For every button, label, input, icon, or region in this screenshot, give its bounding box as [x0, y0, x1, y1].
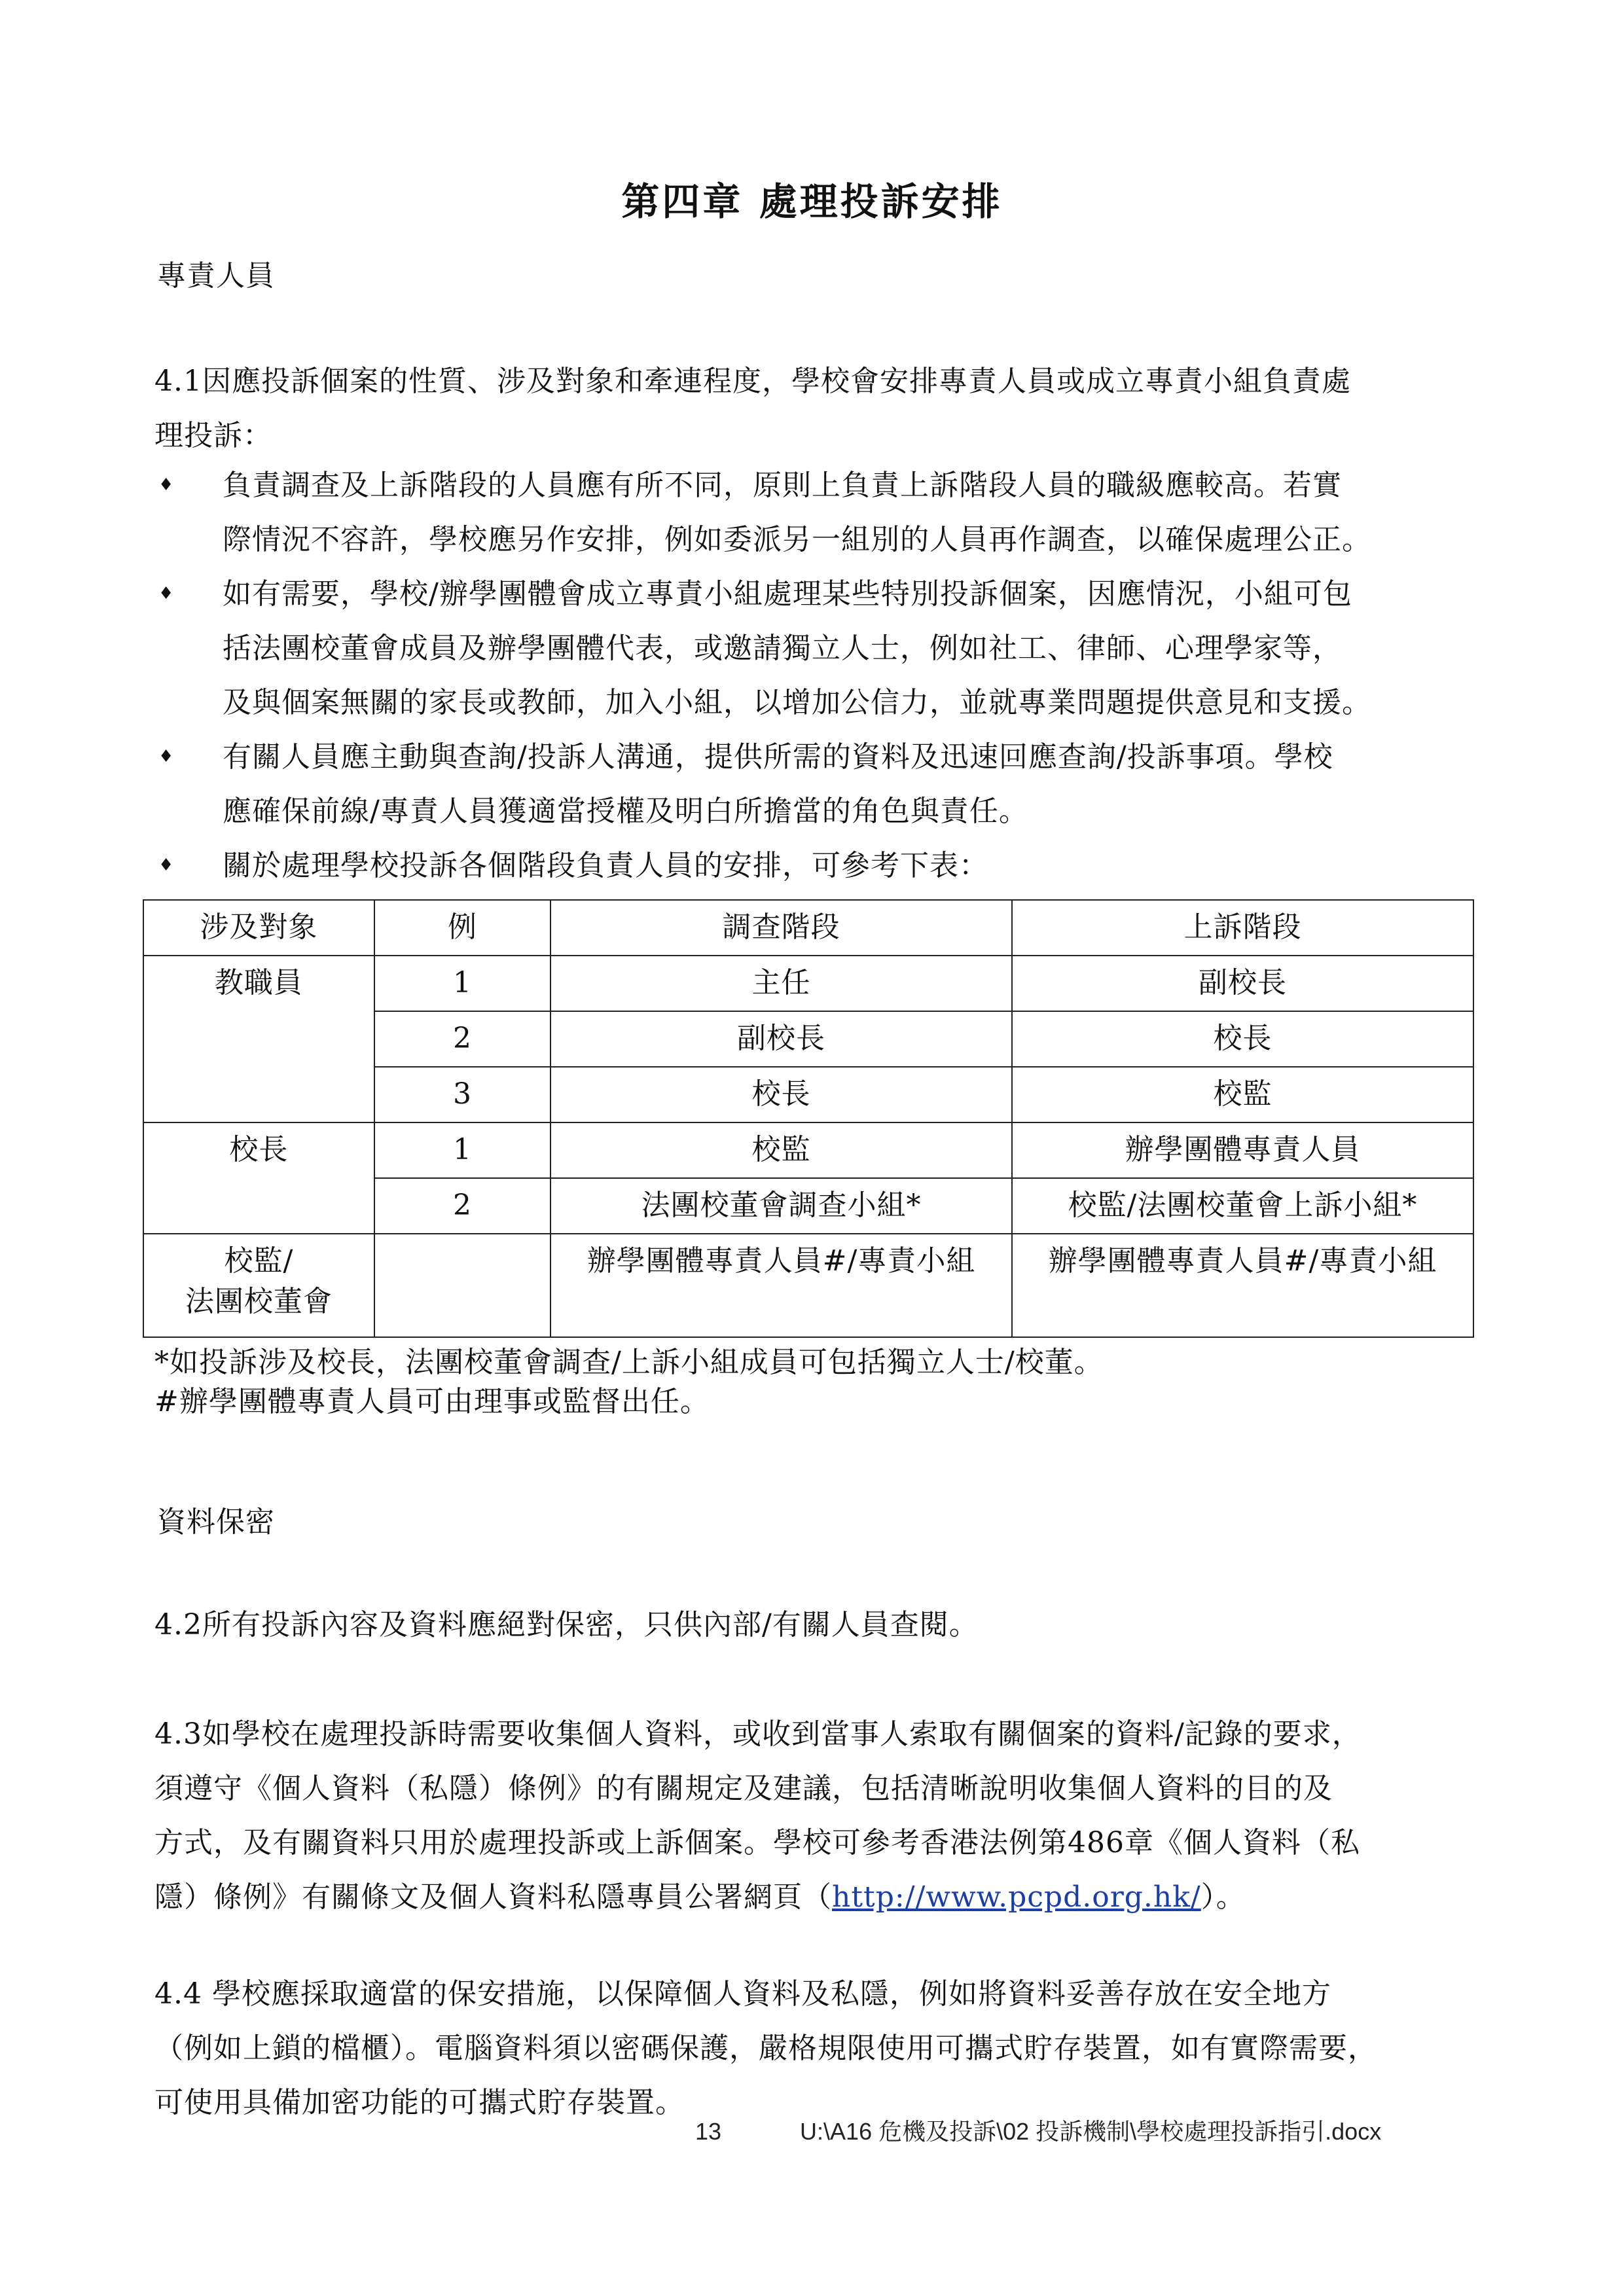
paragraph-line: 可使用具備加密功能的可攜式貯存裝置。 — [154, 2086, 685, 2119]
note-line: #辦學團體專責人員可由理事或監督出任。 — [154, 1385, 710, 1418]
table-cell-appeal: 校長 — [1012, 1011, 1473, 1067]
bullet-item — [151, 567, 1486, 730]
bullet-line: 負責調查及上訴階段的人員應有所不同，原則上負責上訴階段人員的職級應較高。若實 — [223, 469, 1342, 502]
bullet-item — [151, 838, 1486, 893]
paragraph-4-3 — [154, 1707, 1362, 1924]
paragraph-4-4 — [154, 1967, 1377, 2130]
target-line: 校監/ — [224, 1244, 294, 1278]
target-line: 法團校董會 — [185, 1285, 333, 1318]
paragraph-line: 須遵守《個人資料（私隱）條例》的有關規定及建議，包括清晰說明收集個人資料的目的及 — [154, 1772, 1333, 1805]
paragraph-line: 4.1因應投訴個案的性質、涉及對象和牽連程度，學校會安排專責人員或成立專責小組負責處 — [154, 365, 1351, 398]
file-path: U:\A16 危機及投訴\02 投訴機制\學校處理投訴指引.docx — [800, 2118, 1382, 2145]
table-cell-number: 2 — [374, 1011, 550, 1067]
table-header-row — [143, 900, 1473, 956]
table-header-cell: 上訴階段 — [1012, 900, 1473, 956]
responsibility-table — [143, 899, 1474, 1338]
paragraph-4-1 — [154, 354, 1351, 463]
bullet-line: 及與個案無關的家長或教師，加入小組，以增加公信力，並就專業問題提供意見和支援。 — [223, 686, 1371, 719]
table-cell-number: 2 — [374, 1178, 550, 1234]
table-cell-investigation: 法團校董會調查小組* — [550, 1178, 1012, 1234]
table-cell-number: 1 — [374, 1122, 550, 1178]
diamond-bullet-icon: ♦ — [158, 855, 175, 875]
table-notes — [154, 1343, 1104, 1422]
paragraph-line: 4.4 學校應採取適當的保安措施，以保障個人資料及私隱，例如將資料妥善存放在安全地方 — [154, 1977, 1331, 2011]
page-number: 13 — [695, 2118, 722, 2145]
pcpd-website-link[interactable]: http://www.pcpd.org.hk/ — [832, 1880, 1201, 1914]
table-cell-number: 1 — [374, 956, 550, 1011]
table-row — [143, 1122, 1473, 1178]
bullet-list — [151, 458, 1486, 893]
bullet-line: 括法團校董會成員及辦學團體代表，或邀請獨立人士，例如社工、律師、心理學家等， — [223, 632, 1342, 665]
bullet-line: 際情況不容許，學校應另作安排，例如委派另一組別的人員再作調查，以確保處理公正。 — [223, 523, 1371, 556]
section-heading-confidentiality: 資料保密 — [157, 1505, 275, 1539]
bullet-item — [151, 458, 1486, 567]
bullet-item — [151, 730, 1486, 838]
paragraph-line — [154, 1870, 1362, 1924]
table-header-cell: 涉及對象 — [143, 900, 374, 956]
table-cell-appeal: 辦學團體專責人員 — [1012, 1122, 1473, 1178]
table-cell-target: 教職員 — [143, 956, 374, 1122]
paragraph-text: 隱）條例》有關條文及個人資料私隱專員公署網頁（ — [154, 1880, 832, 1914]
section-heading-staff: 專責人員 — [157, 259, 275, 293]
page-footer — [695, 2115, 1381, 2148]
paragraph-line: 方式，及有關資料只用於處理投訴或上訴個案。學校可參考香港法例第486章《個人資料（私 — [154, 1826, 1360, 1859]
table-header-cell: 例 — [374, 900, 550, 956]
table-cell-investigation: 副校長 — [550, 1011, 1012, 1067]
table-cell-number — [374, 1234, 550, 1337]
diamond-bullet-icon: ♦ — [158, 584, 175, 603]
table-cell-appeal: 辦學團體專責人員#/專責小組 — [1012, 1234, 1473, 1337]
paragraph-line: 理投訴： — [154, 419, 272, 452]
note-line: *如投訴涉及校長，法團校董會調查/上訴小組成員可包括獨立人士/校董。 — [154, 1346, 1104, 1379]
bullet-line: 如有需要，學校/辦學團體會成立專責小組處理某些特別投訴個案，因應情況，小組可包 — [223, 577, 1352, 611]
chapter-title: 第四章 處理投訴安排 — [621, 179, 1003, 224]
diamond-bullet-icon: ♦ — [158, 475, 175, 495]
table-cell-investigation: 辦學團體專責人員#/專責小組 — [550, 1234, 1012, 1337]
table-row — [143, 956, 1473, 1011]
bullet-line: 有關人員應主動與查詢/投訴人溝通，提供所需的資料及迅速回應查詢/投訴事項。學校 — [223, 740, 1333, 774]
table-header-cell: 調查階段 — [550, 900, 1012, 956]
table-cell-investigation: 校監 — [550, 1122, 1012, 1178]
table-cell-target — [143, 1234, 374, 1337]
table-cell-appeal: 校監 — [1012, 1067, 1473, 1122]
table-row — [143, 1234, 1473, 1337]
bullet-line: 應確保前線/專責人員獲適當授權及明白所擔當的角色與責任。 — [223, 795, 1028, 828]
table-cell-investigation: 校長 — [550, 1067, 1012, 1122]
table-cell-appeal: 副校長 — [1012, 956, 1473, 1011]
paragraph-line: 4.3如學校在處理投訴時需要收集個人資料，或收到當事人索取有關個案的資料/記錄的要求， — [154, 1717, 1362, 1751]
paragraph-text: ）。 — [1200, 1880, 1246, 1914]
table-cell-target: 校長 — [143, 1122, 374, 1234]
bullet-line: 關於處理學校投訴各個階段負責人員的安排，可參考下表： — [223, 849, 988, 882]
paragraph-line: （例如上鎖的檔櫃）。電腦資料須以密碼保護，嚴格規限使用可攜式貯存裝置，如有實際需要， — [154, 2032, 1377, 2065]
table-cell-number: 3 — [374, 1067, 550, 1122]
paragraph-4-2: 4.2所有投訴內容及資料應絕對保密，只供內部/有關人員查閱。 — [154, 1608, 979, 1641]
table-cell-investigation: 主任 — [550, 956, 1012, 1011]
table-cell-appeal: 校監/法團校董會上訴小組* — [1012, 1178, 1473, 1234]
diamond-bullet-icon: ♦ — [158, 747, 175, 766]
